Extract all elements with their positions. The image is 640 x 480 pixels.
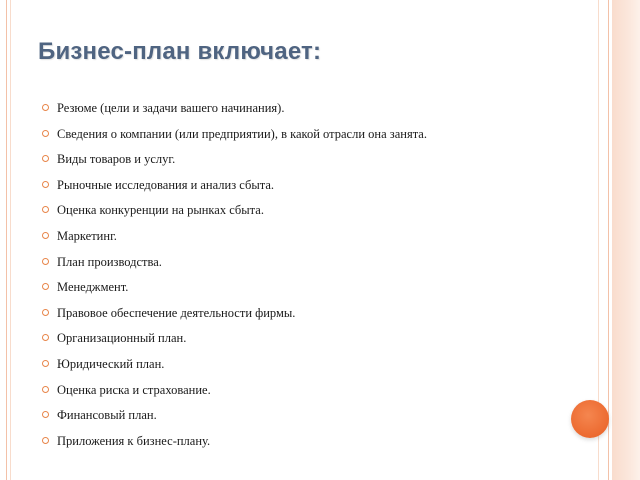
bullet-list [42,97,427,455]
bullet-item [42,199,427,225]
bullet-marker-icon [42,155,49,162]
bullet-text: Сведения о компании (или предприятии), в какой отрасли она занята. [57,126,427,141]
bullet-text: Оценка риска и страхование. [57,382,211,397]
bullet-marker-icon [42,360,49,367]
bullet-text: Маркетинг. [57,228,117,243]
bullet-item [42,430,427,456]
bullet-text: Менеджмент. [57,280,129,295]
bullet-item [42,174,427,200]
bullet-item [42,327,427,353]
bullet-item [42,353,427,379]
bullet-item [42,276,427,302]
bullet-marker-icon [42,130,49,137]
left-border-line [6,0,7,480]
bullet-item [42,251,427,277]
bullet-marker-icon [42,437,49,444]
bullet-marker-icon [42,181,49,188]
bullet-item [42,148,427,174]
bullet-item [42,225,427,251]
bullet-text: Организационный план. [57,331,187,346]
slide-title: Бизнес-план включает: [38,38,322,65]
bullet-marker-icon [42,411,49,418]
right-decorative-band [612,0,640,480]
left-border-line-inner [10,0,11,480]
bullet-text: Оценка конкуренции на рынках сбыта. [57,203,264,218]
bullet-text: Приложения к бизнес-плану. [57,433,211,448]
bullet-marker-icon [42,283,49,290]
bullet-marker-icon [42,386,49,393]
bullet-item [42,302,427,328]
bullet-text: Рыночные исследования и анализ сбыта. [57,177,275,192]
bullet-marker-icon [42,232,49,239]
bullet-item [42,97,427,123]
orange-circle-decoration [571,400,609,438]
bullet-text: Резюме (цели и задачи вашего начинания). [57,101,285,115]
bullet-text: Правовое обеспечение деятельности фирмы. [57,305,296,320]
bullet-marker-icon [42,104,49,111]
bullet-text: План производства. [57,254,162,269]
bullet-marker-icon [42,206,49,213]
bullet-item [42,123,427,149]
bullet-text: Финансовый план. [57,408,157,423]
bullet-item [42,379,427,405]
bullet-marker-icon [42,309,49,316]
bullet-marker-icon [42,334,49,341]
bullet-marker-icon [42,258,49,265]
bullet-text: Виды товаров и услуг. [57,152,176,167]
right-border-line [608,0,609,480]
bullet-item [42,404,427,430]
bullet-text: Юридический план. [57,356,165,371]
